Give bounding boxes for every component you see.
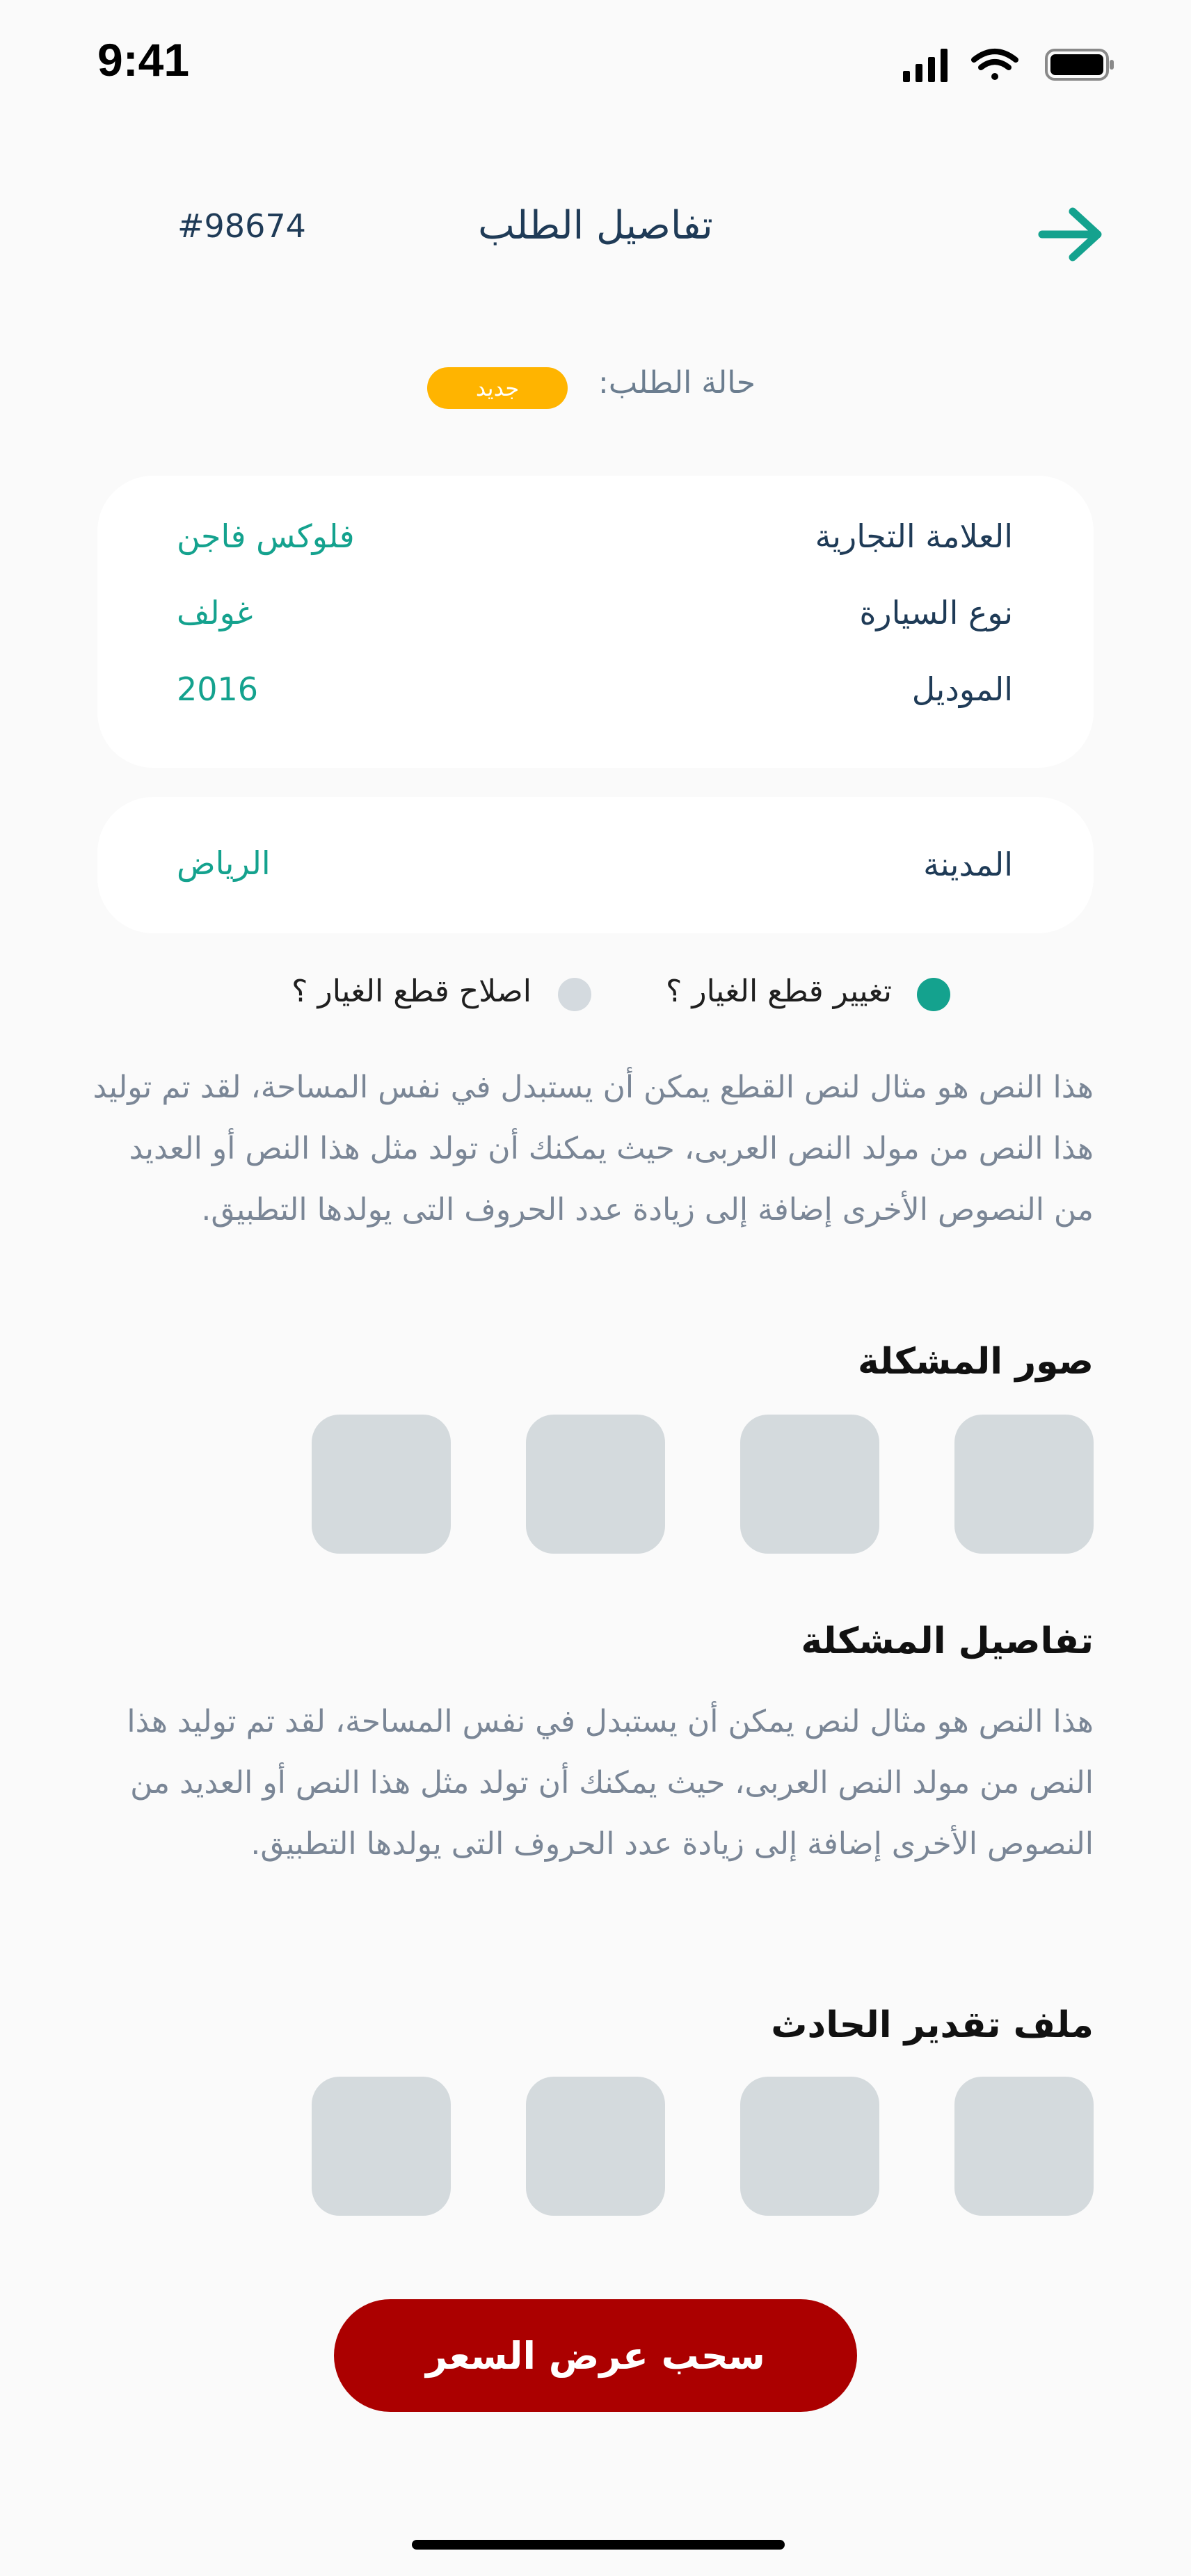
order-status-label: حالة الطلب: xyxy=(598,365,756,401)
brand-value: فلوكس فاجن xyxy=(177,517,355,555)
accident-file-3[interactable] xyxy=(526,2077,665,2216)
order-id: #98674 xyxy=(177,207,306,245)
radio-repair-parts-label[interactable]: اصلاح قطع الغيار ؟ xyxy=(291,974,531,1009)
request-description: هذا النص هو مثال لنص القطع يمكن أن يستبدل في نفس المساحة، لقد تم توليد هذا النص من مولد النص العربى، حيث يمكنك أن تولد مثل هذا النص أو العديد من النصوص الأخرى إضافة إلى زيادة عدد الحروف التى يولدها التطبيق. xyxy=(93,1070,1094,1227)
back-arrow-icon[interactable] xyxy=(1037,203,1106,266)
wifi-icon xyxy=(974,51,1016,80)
model-label: الموديل xyxy=(911,670,1013,708)
problem-details-title: تفاصيل المشكلة xyxy=(801,1620,1094,1662)
problem-photo-4[interactable] xyxy=(312,1415,451,1554)
accident-file-4[interactable] xyxy=(312,2077,451,2216)
radio-repair-parts[interactable] xyxy=(558,978,591,1011)
status-icons xyxy=(902,45,1117,86)
brand-label: العلامة التجارية xyxy=(815,517,1013,555)
car-type-value: غولف xyxy=(177,594,253,631)
problem-photos-title: صور المشكلة xyxy=(857,1341,1094,1383)
battery-icon xyxy=(1046,50,1114,79)
radio-change-parts[interactable] xyxy=(917,978,950,1011)
model-value: 2016 xyxy=(177,670,259,708)
problem-photo-2[interactable] xyxy=(740,1415,879,1554)
home-indicator[interactable] xyxy=(412,2540,785,2550)
accident-file-2[interactable] xyxy=(740,2077,879,2216)
car-type-label: نوع السيارة xyxy=(859,594,1013,631)
status-time: 9:41 xyxy=(97,34,190,86)
accident-file-title: ملف تقدير الحادث xyxy=(771,2004,1094,2046)
city-label: المدينة xyxy=(923,846,1013,883)
status-badge: جديد xyxy=(427,367,568,409)
accident-file-1[interactable] xyxy=(954,2077,1094,2216)
city-value: الرياض xyxy=(177,844,271,882)
problem-photo-1[interactable] xyxy=(954,1415,1094,1554)
withdraw-offer-button[interactable]: سحب عرض السعر xyxy=(334,2299,857,2412)
page-title: تفاصيل الطلب xyxy=(478,203,713,248)
signal-icon xyxy=(903,49,948,82)
radio-change-parts-label[interactable]: تغيير قطع الغيار ؟ xyxy=(666,974,892,1009)
problem-photo-3[interactable] xyxy=(526,1415,665,1554)
problem-details-text: هذا النص هو مثال لنص يمكن أن يستبدل في نفس المساحة، لقد تم توليد هذا النص من مولد النص العربى، حيث يمكنك أن تولد مثل هذا النص أو العديد من النصوص الأخرى إضافة إلى زيادة عدد الحروف التى يولدها التطبيق. xyxy=(127,1704,1094,1862)
